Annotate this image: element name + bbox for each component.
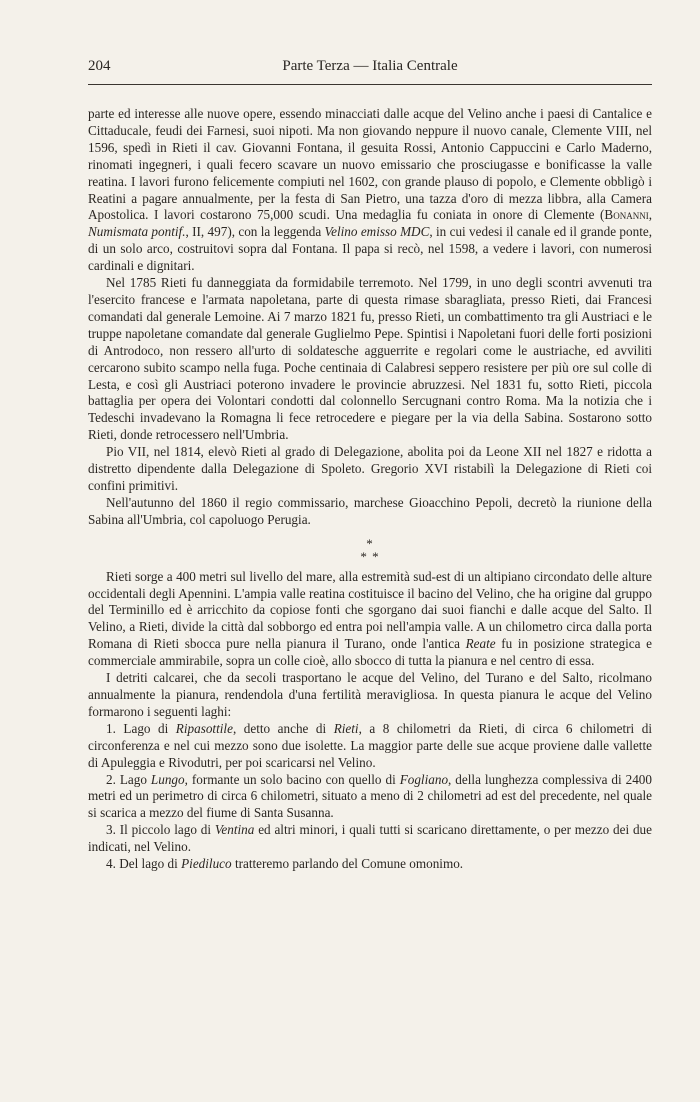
text-run: parte ed interesse alle nuove opere, essendo minacciati dalle acque del Velino anche i paesi di Cantalice e Cittaducale, feudi dei Farnesi, suoi nipoti. Ma non giovando neppure il nuovo canale, Clemente VIII, nel 1596, spedì in Rieti il cav. Giovanni Fontana, il gesuita Rossi, Antonio Cappuccini e Carlo Maderno, rinomati ingegneri, i quali fecero scavare un nuovo emissario che prosciugasse e bonificasse la valle reatina. I lavori furono felicemente compiuti nel 1602, con grande plauso di popolo, e Clemente obbligò i Reatini a pagare annualmente, per la festa di San Pietro, una tazza d'oro di mezza libbra, alla Camera Apostolica. I lavori costarono 75,000 scudi. Una medaglia fu coniata in onore di Clemente ( xyxy=(88,106,652,223)
text-run: , detto anche di xyxy=(232,720,334,736)
section-asterism xyxy=(88,537,652,563)
lake-alt-name: Fogliano xyxy=(399,771,449,787)
text-run: 3. Il piccolo lago di xyxy=(106,822,215,838)
paragraph-6: I detriti calcarei, che da secoli trasportano le acque del Velino, del Turano e del Salto, ricolmano annualmente la pianura, rendendola d'una fertilità meravigliosa. In questa pianura le acque del Velino formarono i seguenti laghi: xyxy=(88,670,652,719)
body-text xyxy=(88,106,652,873)
text-run: , xyxy=(648,207,652,223)
paragraph-1 xyxy=(88,106,652,275)
lake-name: Ripasottile xyxy=(175,720,233,736)
asterism-bottom: * * xyxy=(360,548,380,564)
place-name: Reate xyxy=(465,636,496,652)
list-item-3 xyxy=(88,822,652,856)
paragraph-2: Nel 1785 Rieti fu danneggiata da formidabile terremoto. Nel 1799, in uno degli scontri avvenuti tra l'esercito francese e l'armata napoletana, parte di questa rimase sbaragliata, presso Rieti, dai Francesi comandati dal generale Lemoine. Ai 7 marzo 1821 fu, presso Rieti, un combattimento tra gli Austriaci e le truppe napoletane comandate dal generale Guglielmo Pepe. Spintisi i Napoletani fuori delle forti posizioni di Antrodoco, non ressero all'urto di soldatesche agguerrite e regolari come le austriache, ed avviliti cercarono subito scampo nella fuga. Poche centinaia di Calabresi seppero resistere per più ore sul colle di Lesta, e così gli Austriaci poterono invadere le provincie abruzzesi. Nel 1831 fu, sotto Rieti, piccola battaglia per opera dei Volontari condotti dal colonnello Sercugnani contro Roma. Ma la notizia che i Tedeschi invadevano la Romagna li fece retrocedere e piegare per la via della Sabina. Sostarono sotto Rieti, donde retrocessero nell'Umbria. xyxy=(88,275,652,443)
running-title: Parte Terza — Italia Centrale xyxy=(282,58,458,74)
lake-name: Lungo xyxy=(150,771,185,787)
list-item-4 xyxy=(88,856,652,873)
paragraph-3: Pio VII, nel 1814, elevò Rieti al grado di Delegazione, abolita poi da Leone XII nel 1827 e ridotta a distretto dipendente dalla Delegazione di Spoleto. Gregorio XVI ristabilì la Delegazione di Rieti coi confini primitivi. xyxy=(88,444,652,493)
paragraph-4: Nell'autunno del 1860 il regio commissario, marchese Gioacchino Pepoli, decretò la riunione della Sabina all'Umbria, col capoluogo Perugia. xyxy=(88,494,652,527)
text-run: Rieti sorge a 400 metri sul livello del mare, alla estremità sud-est di un altipiano circondato delle alture occidentali degli Apennini. L'ampia valle reatina costituisce il bacino del Velino, che ha origine dal gruppo del Terminillo ed è arricchito da copiose fonti che sgorgano dai suoi fianchi e dalle acque del Salto. Il Velino, a Rieti, divide la città dal sobborgo ed entra poi nell'ampia valle. A un chilometro circa dalla porta Romana di Rieti sbocca pure nella pianura il Turano, onde l'antica xyxy=(88,568,652,652)
text-run: fu in posizione strategica e commerciale ammirabile, sopra un colle cioè, allo sbocco di tutta la pianura e nel centro di essa. xyxy=(88,636,652,669)
paragraph-5 xyxy=(88,569,652,670)
text-run: 1. Lago di xyxy=(106,720,176,736)
header-rule xyxy=(88,84,652,85)
work-title: Numismata pontif. xyxy=(88,224,186,240)
author-name: Bonanni xyxy=(604,207,649,223)
lake-name: Ventina xyxy=(214,822,255,838)
asterism-top: * xyxy=(366,535,374,551)
text-run: 4. Del lago di xyxy=(106,856,182,872)
text-run: , formante un solo bacino con quello di xyxy=(184,771,400,787)
lake-name: Piediluco xyxy=(181,856,232,872)
text-run: tratteremo parlando del Comune omonimo. xyxy=(231,856,464,872)
text-run: 2. Lago xyxy=(106,771,151,787)
text-run: , della lunghezza complessiva di 2400 metri ed un perimetro di circa 6 chilometri, situato a meno di 2 chilometri ad est del precedente, nel quale si scarica a mezzo del fiume di Santa Susanna. xyxy=(88,771,652,821)
text-run: , in cui vedesi il canale ed il grande ponte, di un solo arco, costruitovi sopra dal Fontana. Il papa si recò, nel 1598, a vedere i lavori, con numerosi cardinali e dignitari. xyxy=(88,224,653,274)
text-run: ed altri minori, i quali tutti si scaricano direttamente, o per mezzo dei due indicati, nel Velino. xyxy=(88,822,652,855)
medal-legend: Velino emisso MDC xyxy=(324,224,430,240)
text-run: , II, 497), con la leggenda xyxy=(185,224,325,240)
list-item-1 xyxy=(88,721,652,772)
page-header xyxy=(88,58,652,82)
page-number: 204 xyxy=(88,58,111,74)
text-run: , a 8 chilometri da Rieti, di circa 6 chilometri di circonferenza e nel cui mezzo sono due isolette. La maggior parte delle sue acque proviene dalle vallette di Apuleggia e Rivodutri, per poi scaricarsi nel Velino. xyxy=(88,720,652,770)
list-item-2 xyxy=(88,772,652,823)
lake-alt-name: Rieti xyxy=(333,720,359,736)
